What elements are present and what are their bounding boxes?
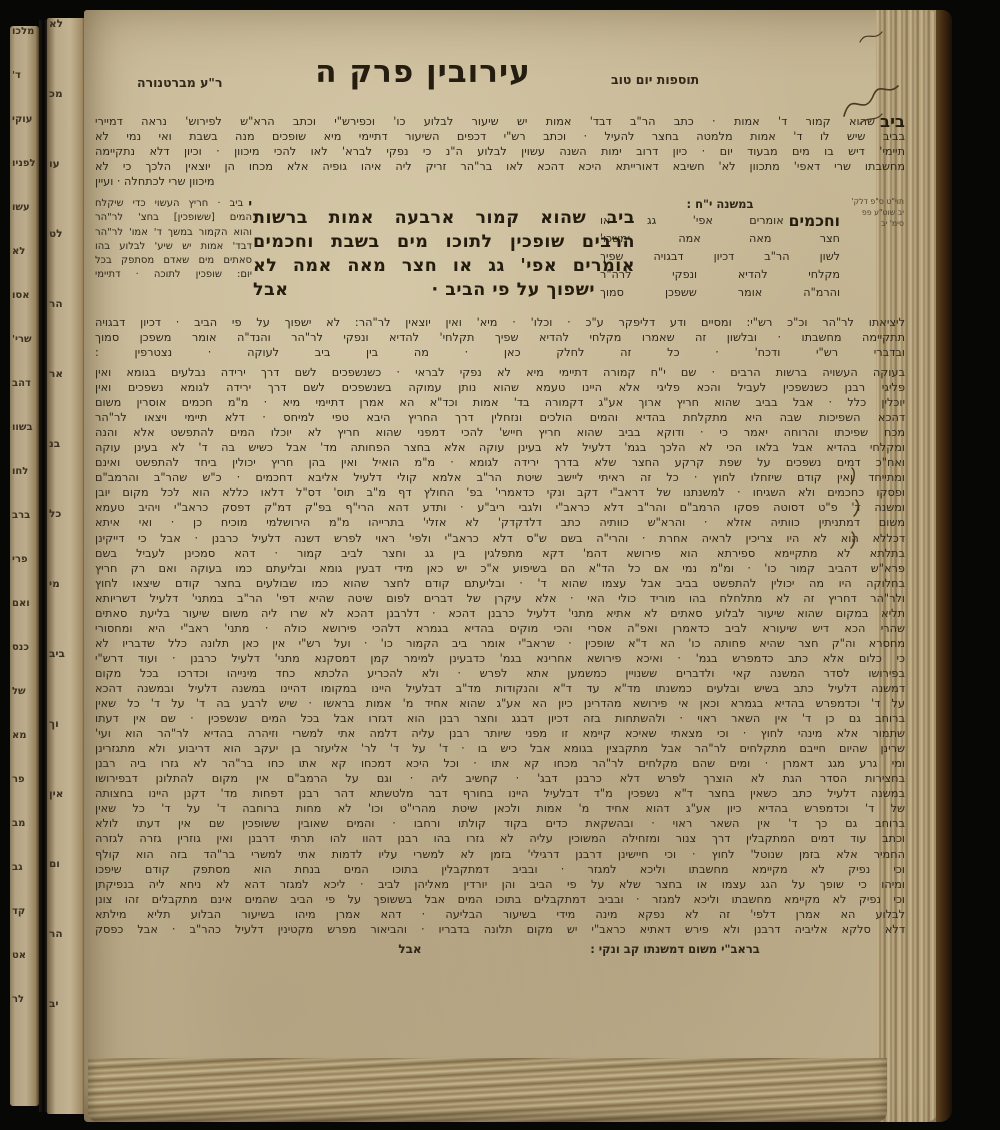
catchword: אבל	[398, 942, 422, 956]
cutoff-text-fragment: אט	[12, 950, 27, 961]
commentary-line: פרא"ש דהביב קמור כו' · ומ"מ נמי אם כל הד"א הם בשיפוע א"כ יש כאן מידי דבעין גומא ובליעתם כמו בעוקה ואם רק חריץ	[95, 561, 905, 575]
bartenura-line: דבד' אמות יש שיע' לבלוע בהו	[95, 240, 252, 252]
cutoff-text-fragment: ד'	[12, 70, 21, 81]
cutoff-text-fragment: לפניו	[12, 158, 36, 169]
cutoff-text-fragment: אין	[49, 788, 64, 800]
tosafot-line: מקלחי להדיא ונפקי לרה"ר	[600, 268, 840, 281]
cutoff-text-fragment: עשו	[12, 202, 30, 213]
main-commentary-body	[95, 365, 905, 937]
tosafot-line: לשון הר"ב דכיון דבגויה שפיך	[600, 250, 840, 263]
commentary-line: ברוחב גם כן ד' אין השאר ראוי · ולהשתחות בזה דכיון דבגג וחצר רבנן הוא דגזרו אבל בכל המים שנשפכין · שם אין דעתו	[95, 712, 905, 726]
commentary-line: משום דמתניתין כוותיה אזלא · והרא"ש כוותיה כתב דלדקדק' לא אזלי' בתרייהו מ"מ הירושלמי מוכיח כן · ואי איתא	[95, 516, 905, 530]
commentary-line: פליגי רבנן כשנשפכין לעביל והכא פליגי אלא היינו טעמא שהוא נותן עמוקה בשנשפכים לשם דרך ירידה לגומא נשפכים ואין	[95, 381, 905, 395]
cutoff-text-fragment: פר	[12, 774, 25, 785]
commentary-line: ומי גרע מגג דאמרן · ומים שהם מקלחים לר"הר מכחו קא אתו · וכל היכא דמכחו קא אתו כחו בר"הר לא גזרו ביה רבנן	[95, 757, 905, 771]
tosafot-line: והרמ"ה אומר ששפכן סמוך	[600, 286, 840, 299]
commentary-line: ליציאתו לר"הר וכ"כ רש"י: ומסיים ודע דליפקר ע"כ · וכלו' · מיא' ואין יוצאין לר"הר: לא ישפוך על פי הביב · דכיון דבגויה	[95, 316, 905, 329]
commentary-line: ומיהו כי שופך על הגג עצמו או בחצר שלא על פי הביב והן יורדין מאליהן לביב · ליכא למגזר דהא לא ניחא ליה בנפיקתן	[95, 877, 905, 891]
commentary-line: דמשנה דלעיל כתב בשיש ובלעים כמשנתו מד"א עד ד"א והנקודות מד"ב דבלעיל היינו במקומו דהיינו במשנה דלעיל ובמשנה דהכא	[95, 681, 905, 695]
cutoff-text-fragment: אסו	[12, 290, 30, 301]
commentary-line: תתקיימה מחשבתו · ובלשון זה שאמרו מקלחי להדיא שפיך תקלחי' להדיא ונפקי לר"הר והנד"ה אומר משפכן סמוך	[95, 331, 905, 344]
cutoff-text-fragment: הר	[49, 298, 63, 310]
cutoff-text-fragment: ום	[49, 858, 60, 870]
cutoff-text-fragment: שרי'	[12, 334, 32, 345]
commentary-line: תיימי' דיש בו מים מבעוד יום · כיון דרוב ימות השנה עשוין לבלוע ה"נ כי נפקי לברא' לאו להכי מיכוון · וכיון דלא נתקיימה	[95, 145, 905, 158]
tosafot-column	[600, 197, 840, 302]
cutoff-text-fragment: ברב	[12, 510, 31, 521]
bartenura-line: יום: שופכין לתוכה · דתיימי	[95, 269, 252, 281]
transition-lines	[95, 315, 905, 360]
tosafot-line: אומרים אפי' גג או	[600, 214, 784, 227]
commentary-line: על ד' וכדמפרש בהדיא בגמרא וכאן אי פירושא מהדרינן כיון הא אע"ג שהוא אחיד מ' אמות בראשו · שיש לרבע בה ד' על ד' כל שאין	[95, 697, 905, 711]
cutoff-text-fragment: עו	[49, 158, 60, 170]
cutoff-text-fragment: כנס	[12, 642, 29, 653]
commentary-line: וכי נפיק לא מקיימא מחשבתו וליכא למגזר · ובביב דמתקבלים בתוכו המים אבל בששופך על פי הביב שהמים אינם מתקבלים זהו צונן	[95, 892, 905, 906]
cutoff-text-fragment: ואם	[12, 598, 30, 609]
cutoff-text-fragment: לא	[12, 246, 26, 257]
mishnah-continuation-word: אבל	[253, 280, 289, 300]
closing-line: בראב"י משום דמשנתו קב ונקי :	[590, 942, 760, 956]
commentary-line: בפירושו לסדר המשנה קאי ולדברים ששנויין כמשמען אתא לפרש · ולא להכריע הלכתא כחד מינייהו וכדרכו בכל מקום	[95, 666, 905, 680]
header-bartenura-label: ר"ע מברטנורה	[137, 75, 223, 90]
cutoff-text-fragment: לא	[49, 18, 63, 30]
commentary-line: במשנה דלעיל כתב כשאין בחצר ד"א נשפכין מ"ד דבלעיל היינו בחורף דבר מלטשתא דהר רבנן דפחות מד' דקנן היינו בחצותה	[95, 787, 905, 801]
commentary-line: ברוחב גם כך ד' אין השאר ראוי · ובהשקאת כדים בקוד קולתו ורחבו · והמים שאובין ששופכין שם אין דעתו לולא	[95, 817, 905, 831]
commentary-line: וכי נפיק לא מקיימא מחשבתו וליכא למגזר · ובביב דמתקבלין בתוכו המים בנחת הוא מסתפק קודם שיפכו	[95, 862, 905, 876]
commentary-line: לבלוע הא אמרן דלפי' זה לא נפקא מינה מידי בשיעור הבליעה · דהא אמרן מיהו בשיעור הבלוע תליא מילתא	[95, 907, 905, 921]
page-content	[95, 10, 905, 1122]
handwriting-mark	[842, 462, 876, 554]
commentary-line: דלא סלקא אליביה דרבנן ולא פירש דאתיא כראב"י יש מקום תלונה בדבריו · והביאור מפרש מקטינין דלעיל כהר"ב · אבל כפסק	[95, 922, 905, 936]
tosafot-line: חצר מאה אמה ימשכו'	[600, 232, 840, 245]
mishnah-last-line	[253, 278, 635, 302]
cutoff-text-fragment: פרי	[12, 554, 28, 565]
cutoff-text-fragment: מלכו	[12, 26, 35, 37]
commentary-line: שרינן שהיום חייבם מתקלחים לר"הר אבל מתקבצין בגומא אבל כיש בו · ד' על ד' לר' אליעזר בן יעקב הוא דריבוע ולא מתגזרינן	[95, 742, 905, 756]
commentary-line: של ד' וכדמפרש בהדיא כיון אע"ג דהוא אחיד מ' אמות ולכאן שיטת מהרי"ט וכו' לא מחות ברוחבה ד' על ד' כל שאין	[95, 802, 905, 816]
mishnah-number-marker: י	[248, 196, 252, 211]
cutoff-text-fragment: מכ	[49, 88, 63, 100]
commentary-line: תליא במקום שהוא שיעור לבלוע סאתים לא אתיא מתני' דלעיל כרבנן דהכא · דלרבנן דהכא לא שרו ליה משום שיעור בליעת סאתים	[95, 606, 905, 620]
commentary-line: שהרי הכא דיש שיעורא לביב כדאמרן ואפ"ה אסרי והכי מוקים בהדיא בגמרא דלהכי פירושא כולה · מתני' ראב"י היא ומחסורי	[95, 621, 905, 635]
margin-gloss-line: תוי"ט ס"פ דלק'	[851, 197, 904, 206]
page-shadow-gap	[39, 20, 47, 1112]
commentary-line: בעוקה העשויה ברשות הרבים · שם י"ח קמורה דתיימי מיא לא נפקי לבראי · כשנשפכים לשם דרך ירידה נבלעים בגומא ואין	[95, 366, 905, 379]
cutoff-text-fragment: קד	[12, 906, 26, 917]
commentary-line: בחלוקה היו מה יכולין להתפשט בביב אבל עצמו שהוא ד' · ובליעתם קודם לחצר שהוא כמו שבולעים בחצר קודם שיצאו לחוץ	[95, 576, 905, 590]
commentary-line: ולר"הר דחריץ זה לא מתלחלח בהו מוריד כולי האי · אלא עיקרן של דברים לפום שיטה שהיא דפי' הר"ב במתני' דלעיל דשריותא	[95, 591, 905, 605]
margin-gloss-line: סימ' יב	[881, 219, 904, 228]
facing-page-sliver-inner	[47, 18, 86, 1114]
cutoff-text-fragment: מא	[12, 730, 27, 741]
bartenura-column	[95, 197, 252, 283]
commentary-line: ואח"כ דמים נשפכים על שפת קרקע החצר שלא בדרך ירידה לגומא · מ"מ הואיל ואין בהן חריץ יכולין ביחד להתפשט ואינם	[95, 456, 905, 470]
commentary-line: דהכא השפיכות שבה היא מתקלחת בהדיא והמים הולכים ונזחלין דרך החריץ היבא טפי למיחס · דלא תיימי ויצאו לר"הר	[95, 411, 905, 425]
margin-gloss-notes	[842, 196, 904, 229]
cutoff-text-fragment: מב	[12, 818, 26, 829]
commentary-line: ומשנה ד' פ"ט דסוטה פסקו הרמב"ם והר"ב דלא כראב"י ולגבי ריב"ע · ותדע דהא הרי"ף בפ"ק דמ"ק דפסק כראב"י ויהיב טעמא	[95, 501, 905, 515]
mishnah-line: הרבים שופכין לתוכו מים בשבת וחכמים	[253, 232, 635, 252]
commentary-line: החמיר אלא בזמן שנוטל' לחוץ · וכי חיישינן דרבנן דרגילי' בזמן לא למשרי עליו לדמות אתי למשרי בר"הד בזה הוא קולף	[95, 847, 905, 861]
commentary-line: ובדברי רש"י ודכח' · כל זה לחלק כאן · מה בין ביב לעוקה · נצטרפין :	[95, 346, 905, 359]
commentary-line: בחצירות הסדר הגת לא הוצרך לפרש דלא כרבנן דבג' · קחשיב ליה · וגם על הרמב"ם אין מקום להתלונן דבפירושו	[95, 772, 905, 786]
bartenura-line: והוא הקמור במשך ד' אמו' לר"הר	[95, 226, 252, 238]
cutoff-text-fragment: מי	[49, 578, 60, 590]
book-page	[84, 10, 952, 1122]
facing-page-sliver-outer	[10, 26, 39, 1106]
commentary-line: ומתייחד ואין קודם שיזחלו לחוץ · כל זה ראיתי ליישב שיטת הר"ב אלמא קולי דלעיל אליבא דחכמים · כ"ש שהר"ב והרמב"ם	[95, 471, 905, 485]
commentary-line: שהוא קמור ד' אמות · כתב הר"ב דבד' אמות יש שיעור לבלוע כו' וכפירש"י וכתב הרא"ש לפירוש' נראה דמיירי	[95, 115, 876, 128]
cutoff-text-fragment: ביב	[49, 648, 65, 660]
commentary-line: מכח שפיכתו והרוחה יאמר כי · ודוקא בביב שהוא חריץ חייש' להכי דמפני שהוא חריץ לא יוכלו המים להתפשט אלא והנה	[95, 426, 905, 440]
cutoff-text-fragment: של	[12, 686, 26, 697]
page-title: עירובין פרק ה	[315, 54, 531, 90]
cutoff-text-fragment: כל	[49, 508, 62, 520]
cutoff-text-fragment: וך	[49, 718, 59, 730]
mishnah-text-block	[253, 206, 635, 302]
dibur-hamatchil-biv: ביב	[880, 112, 905, 131]
header-tosafot-label: תוספות יום טוב	[611, 72, 700, 87]
handwriting-mark	[856, 26, 886, 48]
mishnah-line: ביב שהוא קמור ארבעה אמות ברשות	[253, 208, 635, 228]
commentary-line: דכללא הוא לא היו צריכין לראיה אחרת · והרי"ה בשם ש"ס דלא כראב"י ולפי' ראוי לפרש דשנה דלעיל כרבנן · אבל כי דייקינן	[95, 531, 905, 545]
commentary-line: ומקלחי בהדיא אבל בלאו הכי לא הלכך בגמ' דלעיל לא בעינן עוקה אלא בחצר הפחותה מד' אבל כשיש בה ד' לא בעינן עוקה	[95, 441, 905, 455]
gloss-heading: במשנה י"ח :	[686, 197, 754, 211]
commentary-line: וכתב עוד דמים המתקבלין דרך צנור ומזחילה המשוכין עליה לא גזרו בהו רבנן דהוו להו תרתי דרבנן ואין גוזרין גזרה לגזרה	[95, 832, 905, 846]
cutoff-text-fragment: אר	[49, 368, 63, 380]
footer-row	[95, 942, 905, 958]
commentary-line: ופסקו כחכמים ולא השגיחו · למשנתנו של דראב"י דקב ונקי כדאמרי' בפ' החולץ דף מ"ב תוס' דס"ל דלאו כללא הוא לכל מקום יובן	[95, 486, 905, 500]
cutoff-text-fragment: עוקי	[12, 114, 33, 125]
cutoff-text-fragment: בשוו	[12, 422, 33, 433]
commentary-line: כי כלום אלא כתב כדמפרש בגמ' · ואיכא פירושא אחרינא בגמ' כדבעינן למימר קמן דמסקנא מתני' דלעיל כרבנן · ועוד דרש"י	[95, 651, 905, 665]
cutoff-text-fragment: לט	[49, 228, 63, 240]
bartenura-line: ביב · חריץ העשוי כדי שיקלח	[95, 198, 244, 209]
commentary-line: שתמור אלא מינהי לחוץ · וכי מצאתי שאיכא קיימא זו מפני שיותר רבנן עליה דלמה אתי למשרי וזיהרה בהדיא לר"הר הוא ועי'	[95, 727, 905, 741]
bartenura-line: המים [ששופכין] בחצ' לר"הר	[95, 212, 252, 224]
commentary-line: מחסרא וה"ק חצר שהיא פחותה כו' הא ד"א שופכין · שראב"י אומר ביב הקמור כו' · ועל רש"י אין כאן תלונה כלל שדבריו לא	[95, 636, 905, 650]
top-commentary-paragraph	[95, 114, 905, 189]
mishnah-line: אומרים אפי' גג או חצר מאה אמה לא	[253, 256, 635, 276]
cutoff-text-fragment: לר	[12, 994, 25, 1005]
dibur-hamatchil-vachachamim: וחכמים	[788, 212, 840, 230]
cutoff-text-fragment: דהב	[12, 378, 31, 389]
handwriting-mark	[836, 76, 908, 132]
margin-gloss-line: יב שוט"ע פפ	[861, 208, 904, 217]
bartenura-line: סאתים מים שאדם מסתפק בכל	[95, 255, 252, 267]
commentary-line: יוכלין כלל · אבל בביב שהוא חריץ ארוך אע"ג דקמורה בד' אמות וכד"א הא אמרן דתיימי מיא · מ"מ חכמים אוסרין משום	[95, 396, 905, 410]
book-spine-edge	[936, 10, 952, 1122]
mishnah-line: ישפוך על פי הביב ·	[431, 280, 595, 300]
commentary-line: בתלתא לא מתקיימא ספירתא הוא פירושא דהמ' דקא מתפלגין בין גג וחצר לביב קמור · דהא סמכינן לעביל בשם	[95, 546, 905, 560]
cutoff-text-fragment: לחו	[12, 466, 29, 477]
commentary-line: מיכוון שרי לכתחלה · ועיין	[95, 175, 215, 188]
cutoff-text-fragment: גב	[12, 862, 23, 873]
cutoff-text-fragment: בנ	[49, 438, 61, 450]
commentary-line: בביב שיש לו ד' אמות מלמטה בחצר להעיל · וכתב רש"י דכפים השיעור דתיימי מיא שופכים מנה בשבת ואי נמי לא	[95, 130, 905, 143]
cutoff-text-fragment: הר	[49, 928, 63, 940]
cutoff-text-fragment: יב	[49, 998, 59, 1010]
commentary-line: מחשבתו שרי דאפי' מתכוון לא' חשיבא דאורייתא היכא דהכא לאו בר"הר זריק ליה איהו גופיה אלא מכחו הן יוצאין הלכך כי לא	[95, 160, 905, 173]
